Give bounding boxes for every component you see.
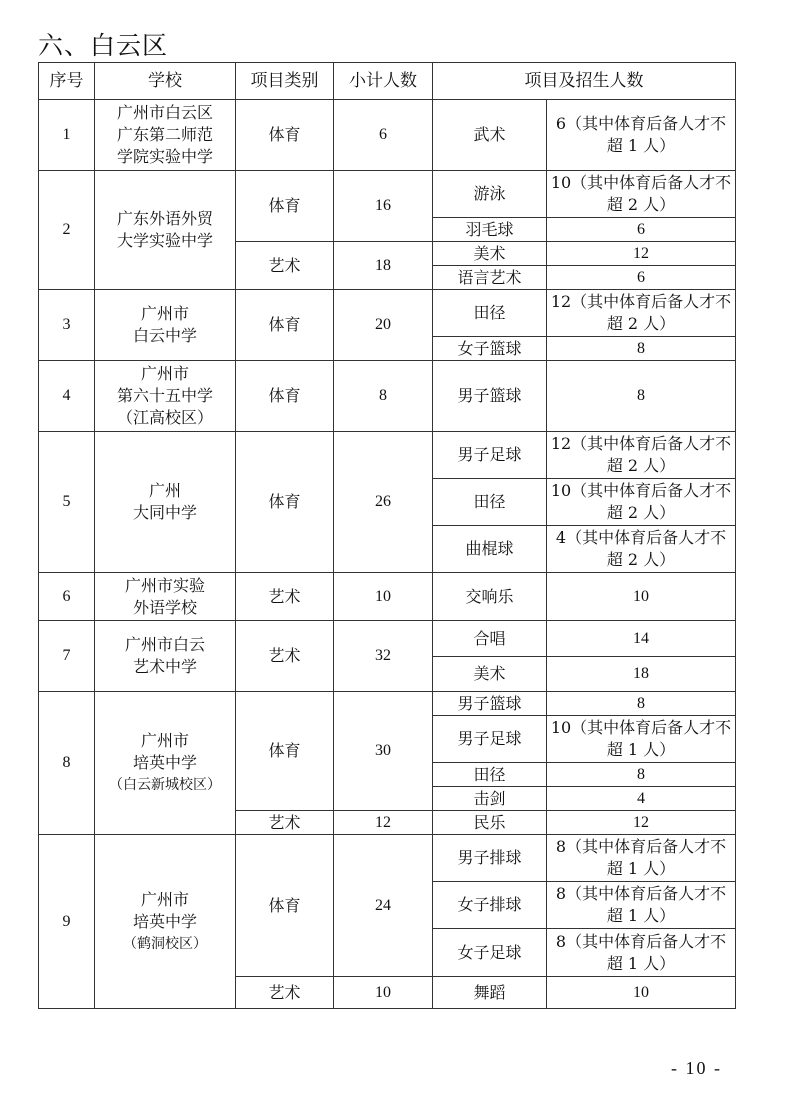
school-line: 第六十五中学 <box>116 386 213 405</box>
header-subtotal: 小计人数 <box>334 63 433 100</box>
school-cell <box>95 100 236 171</box>
item-name: 男子篮球 <box>433 692 547 716</box>
item-name: 交响乐 <box>433 573 547 621</box>
school-line: 广州市白云 <box>124 635 205 654</box>
item-count: 6（其中体育后备人才不超 1 人） <box>547 100 736 171</box>
item-name: 女子足球 <box>433 929 547 977</box>
item-name: 男子排球 <box>433 835 547 882</box>
item-name: 男子篮球 <box>433 361 547 432</box>
table-row <box>39 835 736 882</box>
item-count: 4 <box>547 787 736 811</box>
school-cell <box>95 692 236 835</box>
seq-cell: 5 <box>39 432 95 573</box>
subtotal-cell: 32 <box>334 621 433 692</box>
header-row <box>39 63 736 100</box>
school-cell <box>95 835 236 1009</box>
category-cell: 体育 <box>236 290 334 361</box>
seq-cell: 4 <box>39 361 95 432</box>
item-name: 女子篮球 <box>433 337 547 361</box>
table-row <box>39 621 736 657</box>
subtotal-cell: 8 <box>334 361 433 432</box>
item-name: 女子排球 <box>433 882 547 929</box>
item-count: 6 <box>547 266 736 290</box>
school-line: 大学实验中学 <box>116 231 213 250</box>
subtotal-cell: 20 <box>334 290 433 361</box>
table-row <box>39 361 736 432</box>
category-cell: 体育 <box>236 171 334 242</box>
item-name: 合唱 <box>433 621 547 657</box>
school-cell <box>95 361 236 432</box>
item-count: 8 <box>547 361 736 432</box>
item-name: 武术 <box>433 100 547 171</box>
item-name: 语言艺术 <box>433 266 547 290</box>
table-row <box>39 573 736 621</box>
seq-cell: 3 <box>39 290 95 361</box>
table-row <box>39 290 736 337</box>
item-count: 10 <box>547 977 736 1009</box>
subtotal-cell: 10 <box>334 977 433 1009</box>
school-line: 广东外语外贸 <box>116 209 213 228</box>
item-count: 8 <box>547 763 736 787</box>
subtotal-cell: 26 <box>334 432 433 573</box>
school-cell <box>95 432 236 573</box>
school-line: 外语学校 <box>132 597 197 617</box>
item-count: 12（其中体育后备人才不超 2 人） <box>547 290 736 337</box>
item-count: 8 <box>547 337 736 361</box>
subtotal-cell: 18 <box>334 242 433 290</box>
school-cell <box>95 171 236 290</box>
item-count: 8（其中体育后备人才不超 1 人） <box>547 835 736 882</box>
school-line: 广州市 <box>140 731 189 750</box>
item-count: 18 <box>547 657 736 692</box>
school-line: （鹤洞校区） <box>123 935 207 952</box>
item-name: 舞蹈 <box>433 977 547 1009</box>
item-count: 4（其中体育后备人才不超 2 人） <box>547 526 736 573</box>
item-name: 田径 <box>433 763 547 787</box>
subtotal-cell: 10 <box>334 573 433 621</box>
subtotal-cell: 16 <box>334 171 433 242</box>
item-count: 10（其中体育后备人才不超 1 人） <box>547 716 736 763</box>
category-cell: 体育 <box>236 835 334 977</box>
school-line: 广东第二师范 <box>116 125 213 144</box>
school-line: 培英中学 <box>132 911 197 931</box>
item-count: 10（其中体育后备人才不超 2 人） <box>547 479 736 526</box>
item-name: 美术 <box>433 242 547 266</box>
item-name: 男子足球 <box>433 716 547 763</box>
table-row <box>39 692 736 716</box>
section-title: 六、白云区 <box>38 31 169 60</box>
school-line: 白云中学 <box>132 326 197 345</box>
school-line: （白云新城校区） <box>109 777 221 793</box>
seq-cell: 1 <box>39 100 95 171</box>
item-count: 8（其中体育后备人才不超 1 人） <box>547 882 736 929</box>
category-cell: 艺术 <box>236 242 334 290</box>
category-cell: 艺术 <box>236 621 334 692</box>
school-line: 广州市白云区 <box>116 103 213 122</box>
item-name: 美术 <box>433 657 547 692</box>
school-line: 大同中学 <box>132 503 197 522</box>
seq-cell: 9 <box>39 835 95 1009</box>
school-cell <box>95 573 236 621</box>
item-name: 游泳 <box>433 171 547 218</box>
header-category: 项目类别 <box>236 63 334 100</box>
item-count: 6 <box>547 218 736 242</box>
item-count: 14 <box>547 621 736 657</box>
category-cell: 体育 <box>236 692 334 811</box>
item-count: 12 <box>547 811 736 835</box>
subtotal-cell: 30 <box>334 692 433 811</box>
subtotal-cell: 12 <box>334 811 433 835</box>
seq-cell: 6 <box>39 573 95 621</box>
category-cell: 艺术 <box>236 573 334 621</box>
header-school: 学校 <box>95 63 236 100</box>
seq-cell: 8 <box>39 692 95 835</box>
school-line: 广州市 <box>140 304 189 323</box>
item-name: 男子足球 <box>433 432 547 479</box>
category-cell: 体育 <box>236 100 334 171</box>
item-count: 10 <box>547 573 736 621</box>
item-count: 8（其中体育后备人才不超 1 人） <box>547 929 736 977</box>
enrollment-table <box>38 62 736 1009</box>
category-cell: 艺术 <box>236 977 334 1009</box>
school-line: 艺术中学 <box>132 657 197 676</box>
item-name: 民乐 <box>433 811 547 835</box>
seq-cell: 7 <box>39 621 95 692</box>
item-name: 羽毛球 <box>433 218 547 242</box>
header-items: 项目及招生人数 <box>433 63 736 100</box>
table-row <box>39 432 736 479</box>
seq-cell: 2 <box>39 171 95 290</box>
school-line: 广州 <box>148 481 181 500</box>
table-row <box>39 100 736 171</box>
school-line: 广州市 <box>140 889 189 909</box>
subtotal-cell: 6 <box>334 100 433 171</box>
school-cell <box>95 290 236 361</box>
category-cell: 艺术 <box>236 811 334 835</box>
category-cell: 体育 <box>236 361 334 432</box>
item-count: 10（其中体育后备人才不超 2 人） <box>547 171 736 218</box>
item-name: 田径 <box>433 290 547 337</box>
school-line: 学院实验中学 <box>116 147 213 166</box>
school-line: 培英中学 <box>132 753 197 772</box>
item-name: 曲棍球 <box>433 526 547 573</box>
school-line: （江高校区） <box>116 408 213 427</box>
item-name: 击剑 <box>433 787 547 811</box>
school-line: 广州市 <box>140 364 189 383</box>
item-count: 8 <box>547 692 736 716</box>
item-name: 田径 <box>433 479 547 526</box>
page-number: - 10 - <box>671 1058 722 1078</box>
item-count: 12 <box>547 242 736 266</box>
subtotal-cell: 24 <box>334 835 433 977</box>
school-cell <box>95 621 236 692</box>
table-row <box>39 171 736 218</box>
school-line: 广州市实验 <box>124 575 205 595</box>
item-count: 12（其中体育后备人才不超 2 人） <box>547 432 736 479</box>
header-seq: 序号 <box>39 63 95 100</box>
category-cell: 体育 <box>236 432 334 573</box>
